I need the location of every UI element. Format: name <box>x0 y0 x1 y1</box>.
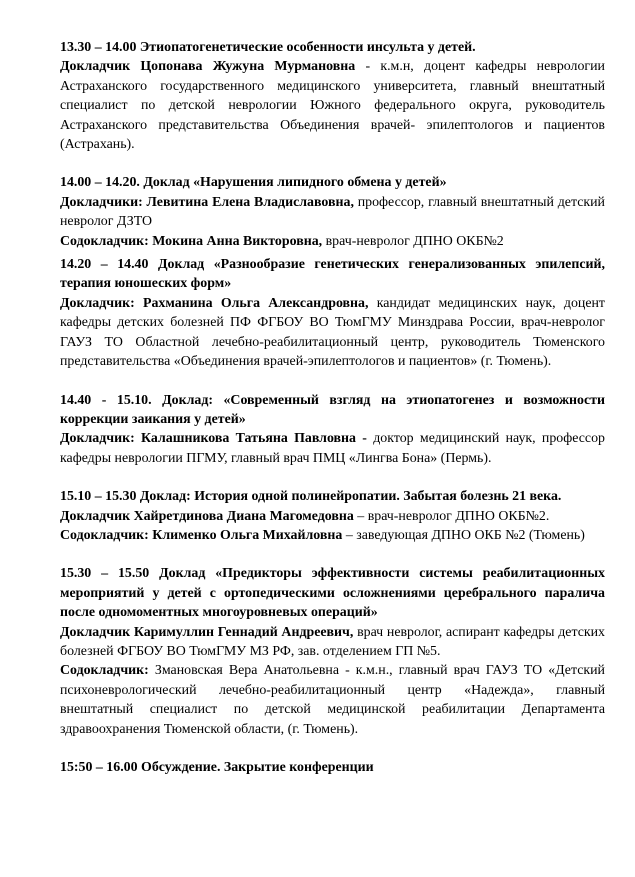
speaker-line <box>60 193 605 232</box>
program-item <box>60 391 605 469</box>
speaker-details: Змановская Вера Анатольевна - к.м.н., главный врач ГАУЗ ТО «Детский психоневрологический лечебно-реабилитационный центр «Надежда», главный внештатный специалист по детской медицинской реабилитации Департамента здравоохранения Тюменской области, (г. Тюмень). <box>60 663 605 737</box>
speaker-line <box>60 232 605 251</box>
program-item <box>60 758 605 777</box>
speaker-details: - к.м.н, доцент кафедры неврологии Астраханского государственного медицинского университета, главный внештатный специалист по детской неврологии Южного федерального округа, руководитель Астраханского представительства Объединения врачей- эпилептологов и пациентов (Астрахань). <box>60 59 605 153</box>
speaker-line <box>60 623 605 662</box>
item-heading: 14.20 – 14.40 Доклад «Разнообразие генетических генерализованных эпилепсий, терапия юношеских форм» <box>60 257 605 292</box>
speaker-details: доктор медицинский наук, профессор кафедры неврологии ПГМУ, главный врач ПМЦ «Лингва Бона» (Пермь). <box>60 431 605 466</box>
speaker-role: Содокладчик: Мокина Анна Викторовна, <box>60 233 323 249</box>
speaker-role: Докладчик: Рахманина Ольга Александровна, <box>60 295 369 311</box>
item-heading: 14.00 – 14.20. Доклад «Нарушения липидного обмена у детей» <box>60 175 447 191</box>
program-item <box>60 487 605 545</box>
speaker-role: Докладчик Хайретдинова Диана Магомедовна <box>60 508 354 524</box>
speaker-details: – врач-невролог ДПНО ОКБ№2. <box>353 508 550 524</box>
speaker-role: Докладчик: Калашникова Татьяна Павловна - <box>60 431 367 447</box>
speaker-line <box>60 57 605 154</box>
item-heading: 15:50 – 16.00 Обсуждение. Закрытие конференции <box>60 760 374 775</box>
speaker-line <box>60 294 605 372</box>
speaker-details: врач-невролог ДПНО ОКБ№2 <box>322 233 504 249</box>
program-item <box>60 564 605 739</box>
speaker-details: врач невролог, аспирант кафедры детских болезней ФГБОУ ВО ТюмГМУ МЗ РФ, зав. отделением ГП №5. <box>60 624 605 659</box>
speaker-role: Докладчики: Левитина Елена Владиславовна, <box>60 194 354 210</box>
program-item <box>60 38 605 154</box>
program-item <box>60 255 605 371</box>
speaker-role: Докладчик Каримуллин Геннадий Андреевич, <box>60 624 354 640</box>
item-heading: 15.10 – 15.30 Доклад: История одной полинейропатии. Забытая болезнь 21 века. <box>60 489 562 505</box>
speaker-line <box>60 661 605 739</box>
item-heading: 13.30 – 14.00 Этиопатогенетические особенности инсульта у детей. <box>60 40 476 55</box>
speaker-role: Докладчик Цопонава Жужуна Мурмановна <box>60 59 356 75</box>
speaker-role: Содокладчик: <box>60 663 149 679</box>
speaker-details: – заведующая ДПНО ОКБ №2 (Тюмень) <box>342 527 585 543</box>
item-heading: 15.30 – 15.50 Доклад «Предикторы эффективности системы реабилитационных мероприятий у детей с ортопедическими осложнениями церебрального паралича после одномоментных многоуровневых операций» <box>60 566 605 621</box>
speaker-line <box>60 507 605 526</box>
speaker-details: профессор, главный внештатный детский невролог ДЗТО <box>60 194 605 230</box>
program-item <box>60 173 605 251</box>
speaker-role: Содокладчик: Клименко Ольга Михайловна <box>60 527 343 543</box>
speaker-details: кандидат медицинских наук, доцент кафедры детских болезней ПФ ФГБОУ ВО ТюмГМУ Минздрава России, врач-невролог ГАУЗ ТО Областной лечебно-реабилитационный центр, руководитель Тюменского представительства «Объединения врачей-эпилептологов и пациентов» (г. Тюмень). <box>60 295 606 370</box>
speaker-line <box>60 526 605 545</box>
item-heading: 14.40 - 15.10. Доклад: «Современный взгляд на этиопатогенез и возможности коррекции заикания у детей» <box>60 392 605 427</box>
speaker-line <box>60 429 605 468</box>
